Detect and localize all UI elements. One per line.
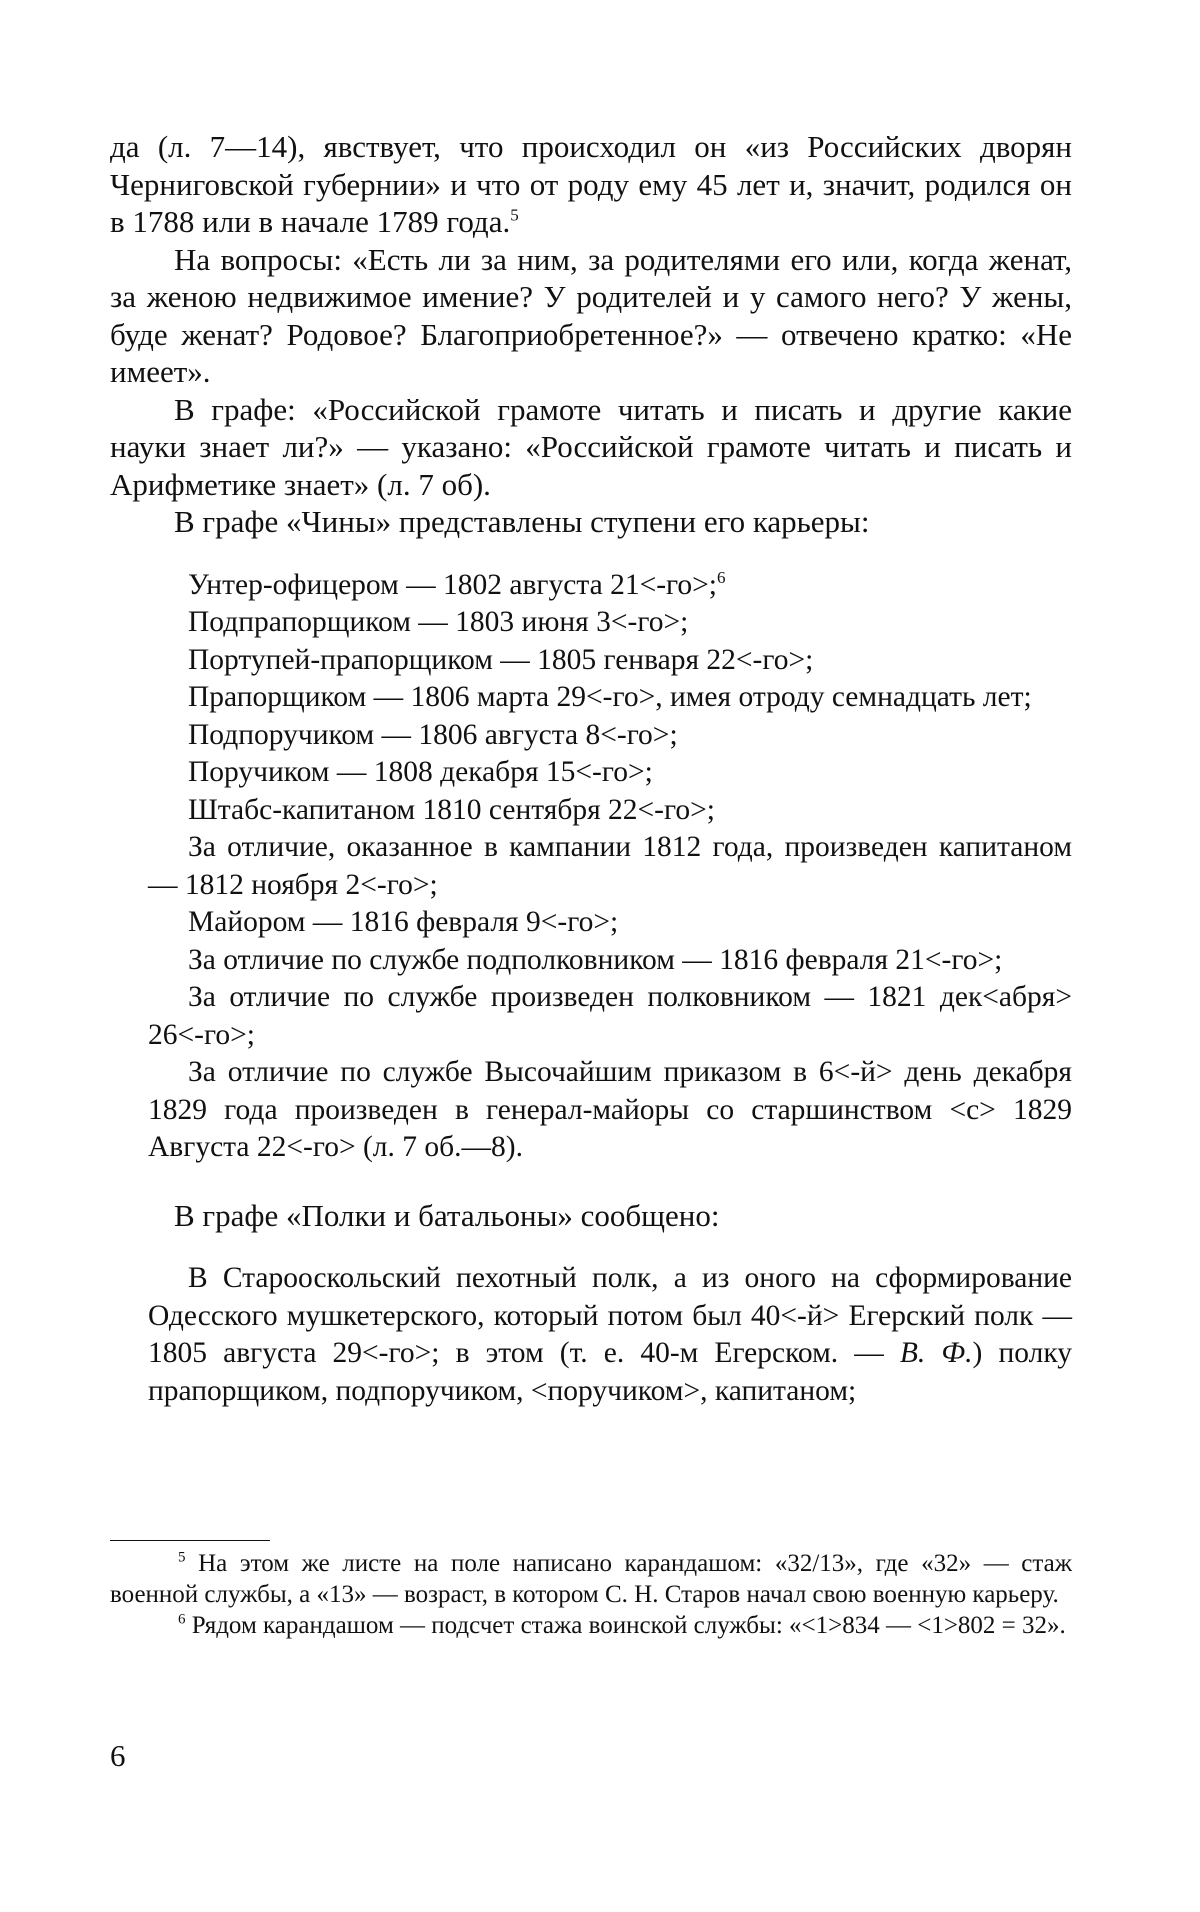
rank-item: Поручиком — 1808 декабря 15<-го>; [188,756,653,788]
paragraph-2: На вопросы: «Есть ли за ним, за родителями его или, когда женат, за женою недвижимое имение? У родителей и у самого него? У жены, буде женат? Родовое? Благоприобретенное?» — отвечено кратко: «Не имеет». [110,241,1072,389]
footnote-text: Рядом карандашом — подсчет стажа воинской службы: «<1>834 — <1>802 = 32». [191,1612,1066,1639]
rank-item: Подпоручиком — 1806 августа 8<-го>; [188,718,678,751]
footnotes [110,1548,1072,1641]
rank-item: Прапорщиком — 1806 марта 29<-го>, имея отроду семнадцать лет; [188,681,1032,713]
rank-item: За отличие по службе произведен полковником — 1821 дек<абря> 26<-го>; [148,981,1072,1051]
regiments-item: В Старооскольский пехотный полк, а из оного на сформирование Одесского мушкетерского, который потом был 40<-й> Егерский полк — 1805 августа 29<-го>; в этом (т. е. 40-м Егерском. — В. Ф.) полку прапорщиком, подпоручиком, <поручиком>, капитаном; [148,1262,1073,1407]
rank-item: За отличие по службе Высочайшим приказом в 6<-й> день декабря 1829 года произведен в генерал-майоры со старшинством <с> 1829 Августа 22<-го> (л. 7 об.—8). [148,1056,1072,1163]
footnote-number: 6 [178,1611,186,1628]
ranks-quote [110,567,1072,1167]
footnote-number: 5 [178,1549,186,1566]
footnote-6 [110,1610,1072,1641]
footnote-ref-5[interactable]: 5 [510,205,519,225]
paragraph-1: да (л. 7—14), явствует, что происходил он «из Российских дворян Черниговской губернии» и что от роду ему 45 лет и, значит, родился он в 1788 или в начале 1789 года.$^5$ [110,129,1072,239]
author-initials: В. Ф. [899,1337,973,1369]
paragraph-4: В графе «Чины» представлены ступени его карьеры: [174,504,870,539]
rank-item: Майором — 1816 февраля 9<-го>; [188,906,619,938]
regiments-quote [110,1260,1072,1410]
main-text [110,128,1072,1410]
footnote-text: На этом же листе на поле написано карандашом: «32/13», где «32» — стаж военной службы, а «13» — возраст, в котором С. Н. Старов начал свою военную карьеру. [110,1550,1072,1608]
paragraph-5: В графе «Полки и батальоны» сообщено: [174,1197,720,1233]
rank-item: Подпрапорщиком — 1803 июня 3<-го>; [188,606,689,638]
page-number: 6 [110,1738,126,1773]
rank-item: За отличие по службе подполковником — 1816 февраля 21<-го>; [188,943,1003,976]
footnote-ref-6[interactable]: 6 [717,567,726,587]
rank-item: Портупей-прапорщиком — 1805 генваря 22<-го>; [188,643,814,676]
rank-item: Унтер-офицером — 1802 августа 21<-го>;$^6$ [188,567,726,601]
paragraph-3: В графе: «Российской грамоте читать и писать и другие какие науки знает ли?» — указано: «Российской грамоте читать и писать и Арифметике знает» (л. 7 об). [110,391,1072,502]
footnote-divider [110,1540,270,1541]
rank-item: Штабс-капитаном 1810 сентября 22<-го>; [188,793,715,826]
rank-item: За отличие, оказанное в кампании 1812 года, произведен капитаном — 1812 ноября 2<-го>; [148,831,1072,901]
footnote-5 [110,1548,1072,1610]
